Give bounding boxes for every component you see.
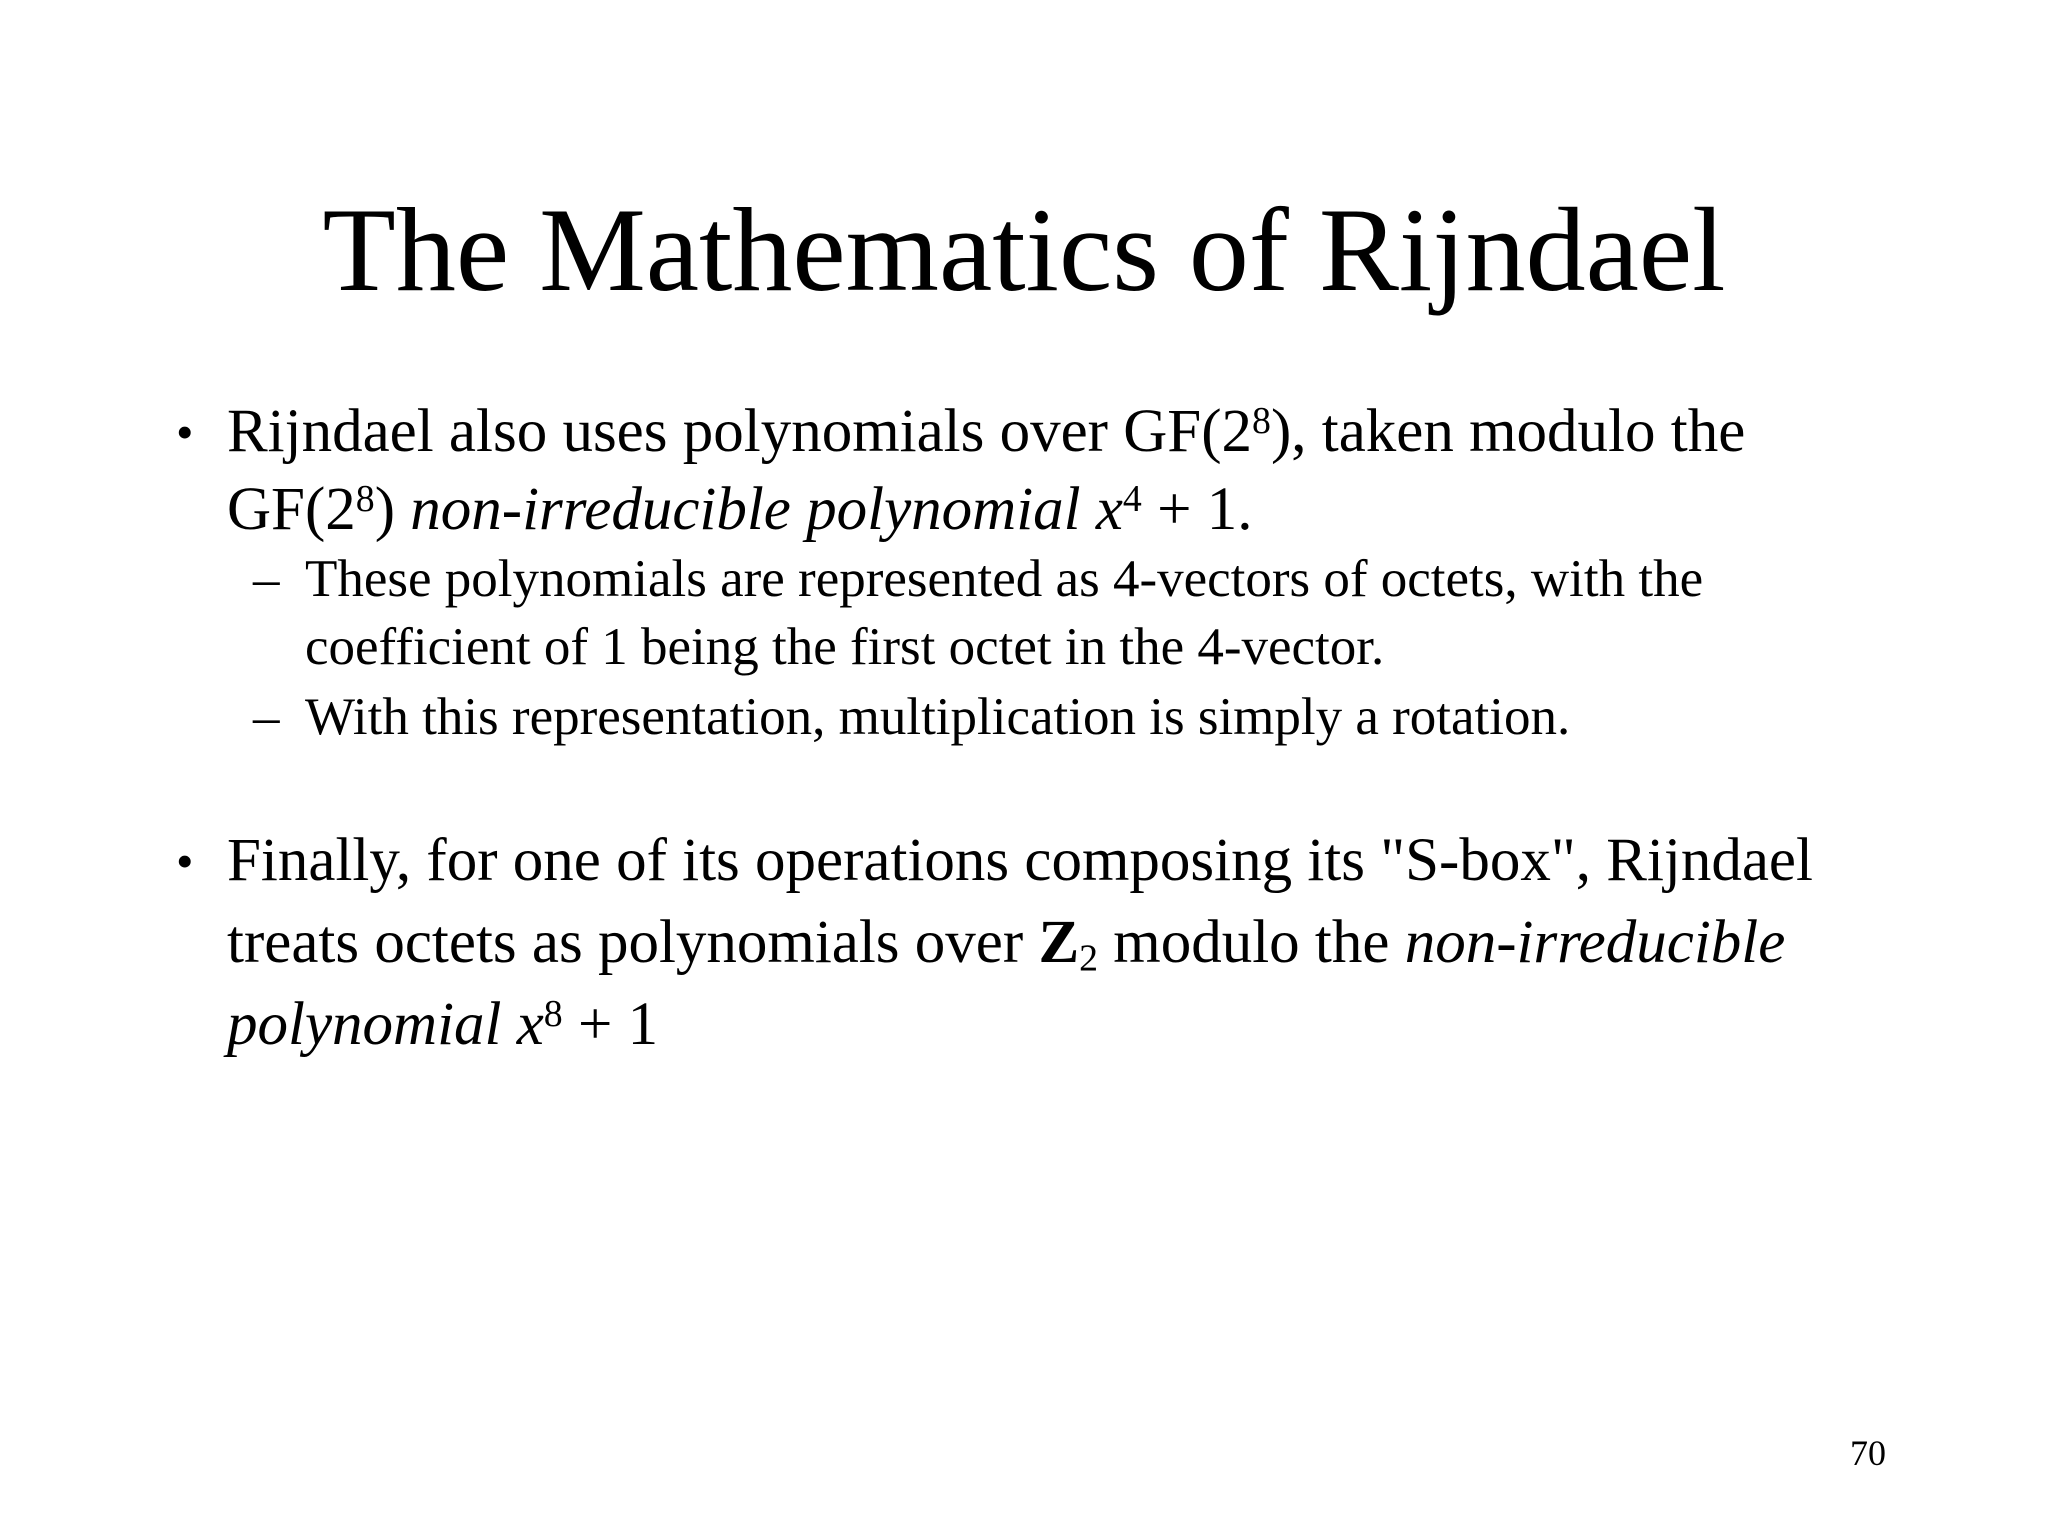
sub-bullet-rotation [253, 683, 1905, 751]
bullet-marker: • [176, 404, 194, 460]
sub-bullet-line: coefficient of 1 being the first octet in the 4-vector. [305, 618, 1385, 676]
bullet-line: $GF(2^8)$ non-irreducible polynomial $x^4 + 1$. [227, 476, 1253, 543]
slide-title: The Mathematics of Rijndael [322, 183, 1726, 316]
sub-bullet-marker: – [253, 688, 280, 746]
bullet-line: polynomial $x^8 + 1$ [227, 991, 659, 1058]
page-number: 70 [1850, 1433, 1886, 1473]
bullet-s-box [176, 820, 1907, 1066]
sub-bullet-4-vectors [253, 545, 1905, 681]
bullet-line: treats octets as polynomials over $Z_2$ modulo the non-irreducible [227, 909, 1786, 980]
bullet-line: Finally, for one of its operations composing its "S-box", Rijndael [227, 827, 1813, 894]
sub-bullet-marker: – [253, 550, 280, 608]
sub-bullet-line: These polynomials are represented as 4-vectors of octets, with the [305, 550, 1704, 608]
bullet-marker: • [176, 833, 194, 889]
bullet-gf-polynomials [176, 393, 1907, 549]
sub-bullet-line: With this representation, multiplication is simply a rotation. [305, 688, 1571, 746]
bullet-line: Rijndael also uses polynomials over $GF(2^8)$, taken modulo the [227, 398, 1746, 465]
